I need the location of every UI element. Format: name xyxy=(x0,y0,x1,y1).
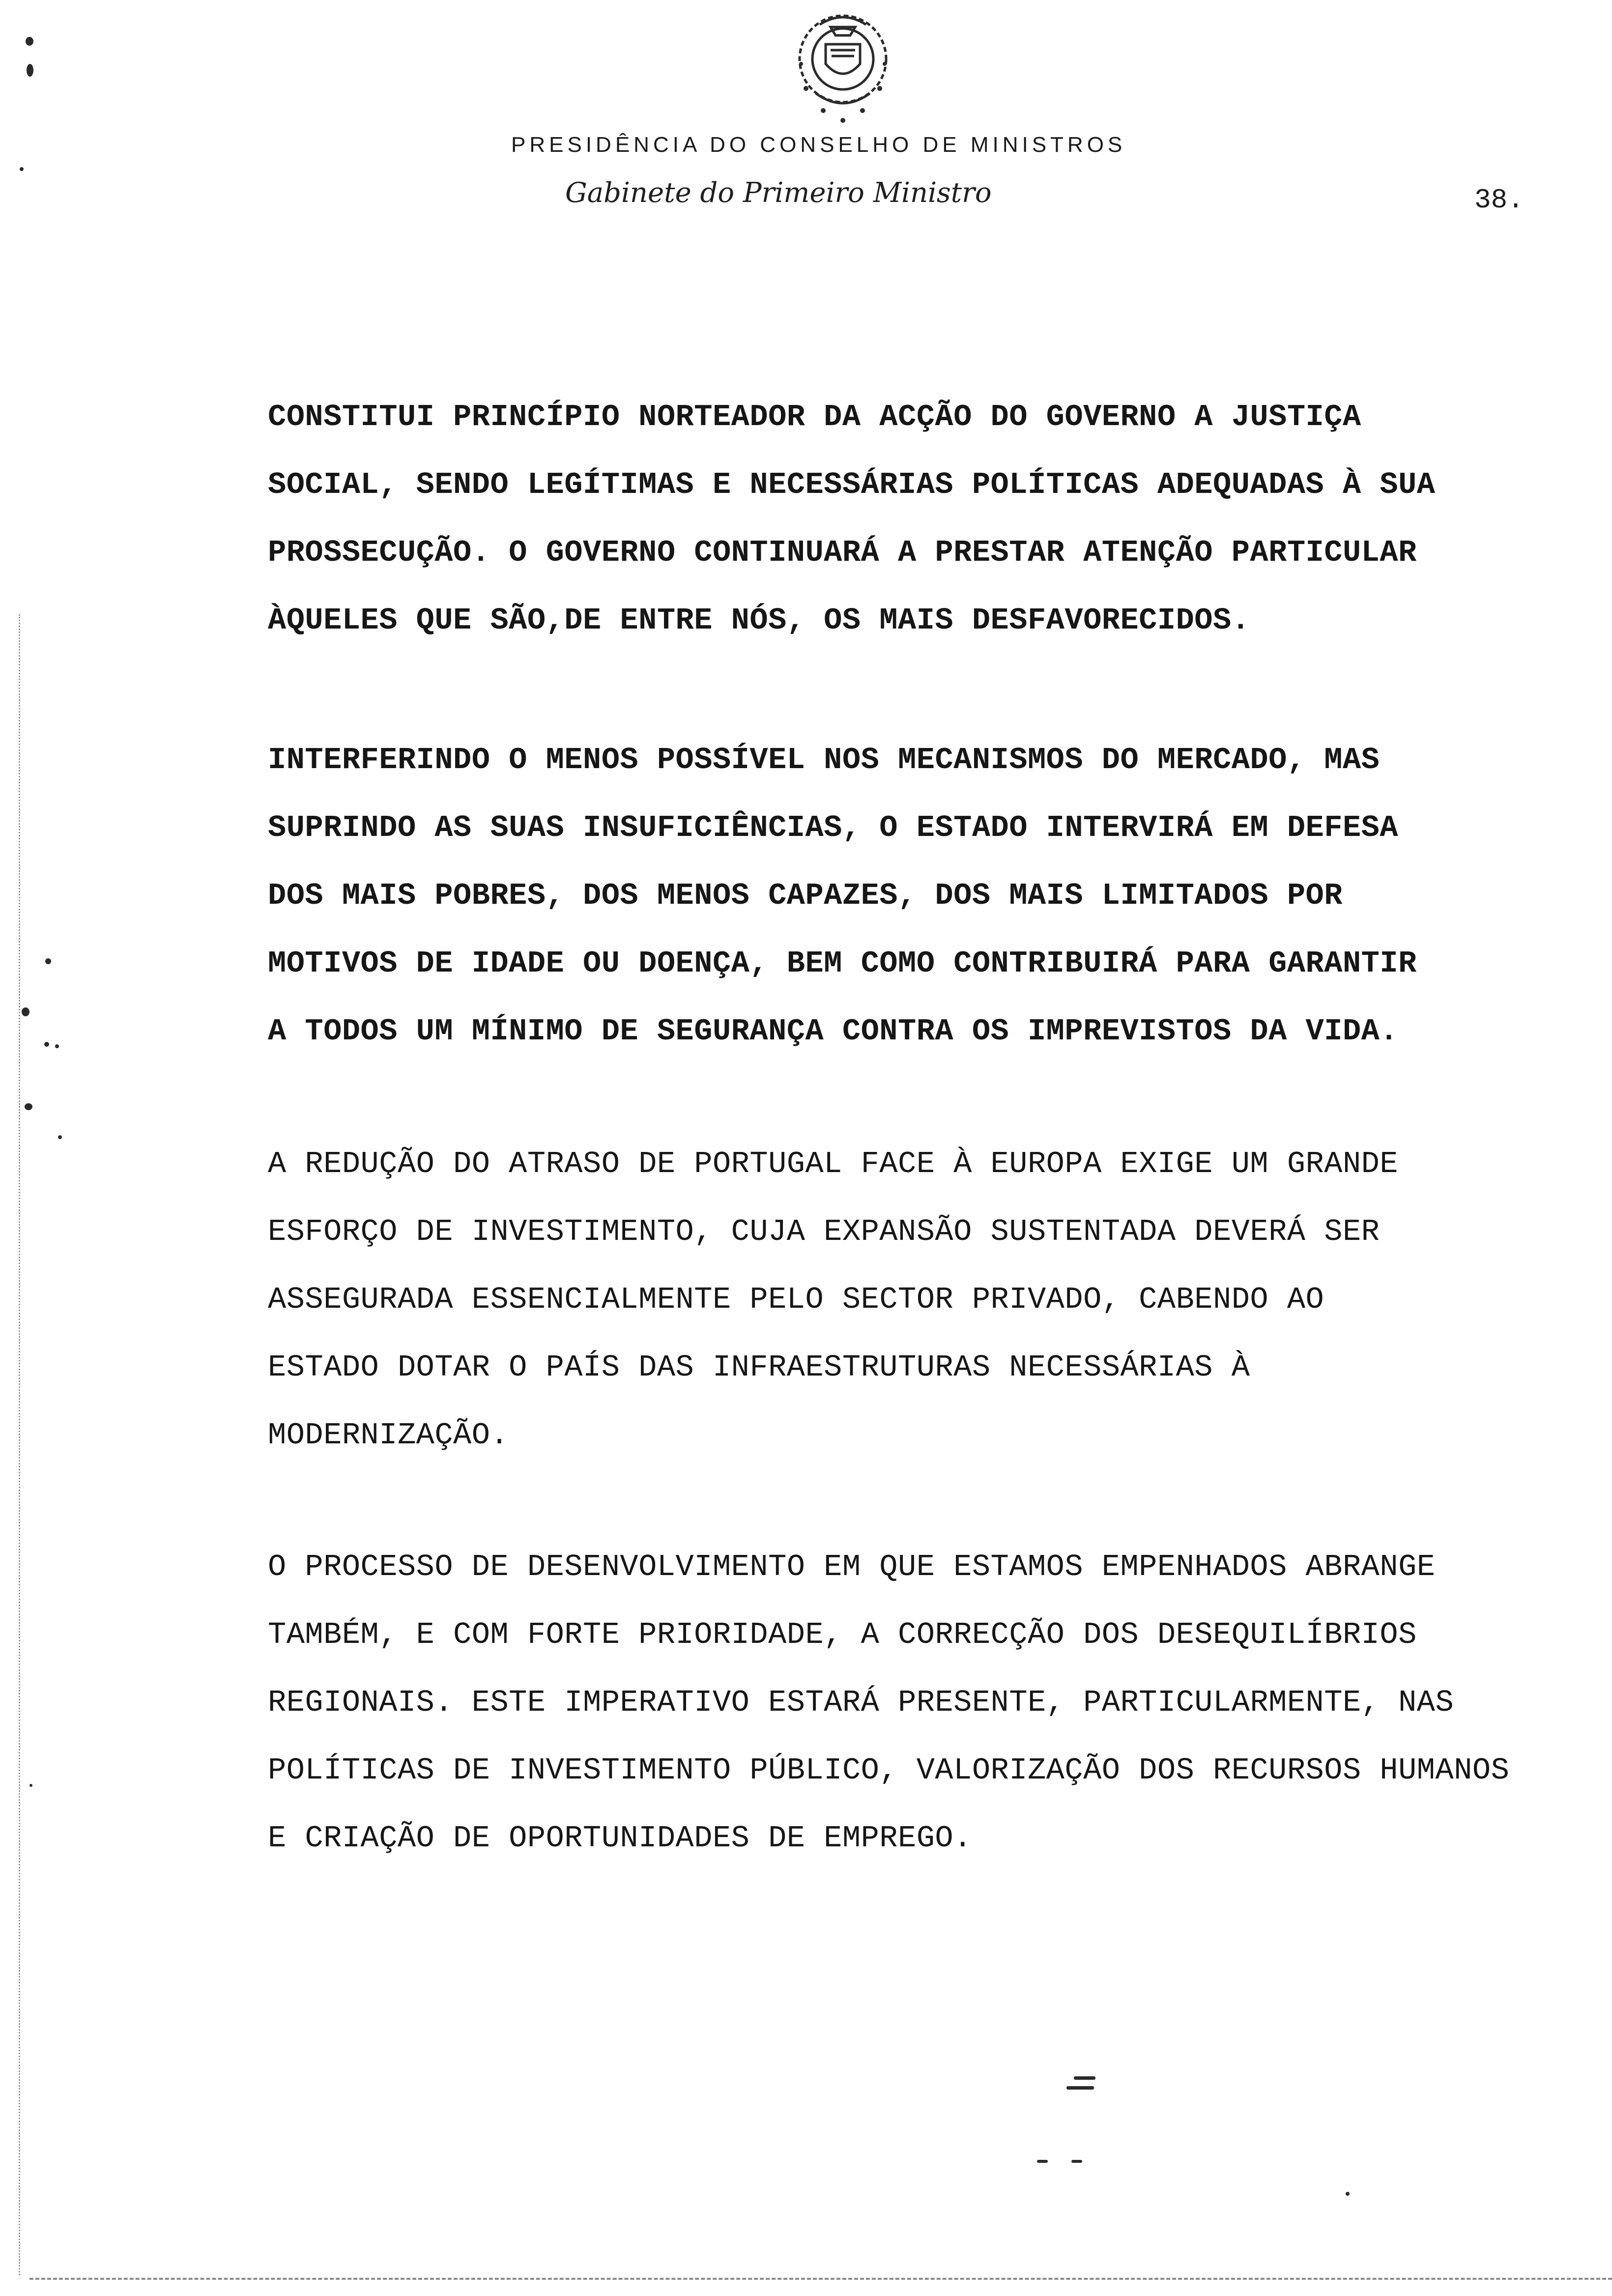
scan-speck xyxy=(25,1103,32,1110)
scan-speck xyxy=(1346,2192,1350,2196)
text-line: PROSSECUÇÃO. O GOVERNO CONTINUARÁ A PRESTAR ATENÇÃO PARTICULAR xyxy=(268,535,1417,570)
text-line: POLÍTICAS DE INVESTIMENTO PÚBLICO, VALORIZAÇÃO DOS RECURSOS HUMANOS xyxy=(268,1753,1510,1788)
text-line: ÀQUELES QUE SÃO,DE ENTRE NÓS, OS MAIS DESFAVORECIDOS. xyxy=(268,603,1250,638)
scan-speck xyxy=(29,1784,32,1787)
scan-speck xyxy=(1074,2076,1095,2080)
paragraph-2 xyxy=(268,726,1612,1065)
text-line: A REDUÇÃO DO ATRASO DE PORTUGAL FACE À EUROPA EXIGE UM GRANDE xyxy=(268,1147,1399,1181)
scan-speck xyxy=(55,1044,59,1048)
scan-speck xyxy=(44,1042,49,1047)
scan-speck xyxy=(1066,2086,1094,2090)
text-line: DOS MAIS POBRES, DOS MENOS CAPAZES, DOS MAIS LIMITADOS POR xyxy=(268,878,1343,913)
scan-speck xyxy=(45,958,51,964)
scan-speck xyxy=(1071,2160,1082,2163)
text-line: REGIONAIS. ESTE IMPERATIVO ESTARÁ PRESENTE, PARTICULARMENTE, NAS xyxy=(268,1685,1454,1720)
paragraph-4 xyxy=(268,1533,1612,1872)
coat-of-arms-icon xyxy=(777,5,909,128)
text-line: INTERFERINDO O MENOS POSSÍVEL NOS MECANISMOS DO MERCADO, MAS xyxy=(268,743,1380,777)
header-title: PRESIDÊNCIA DO CONSELHO DE MINISTROS xyxy=(511,133,1126,157)
scan-edge-artifact xyxy=(29,2278,1612,2280)
text-line: TAMBÉM, E COM FORTE PRIORIDADE, A CORRECÇÃO DOS DESEQUILÍBRIOS xyxy=(268,1617,1417,1652)
text-line: MODERNIZAÇÃO. xyxy=(268,1418,509,1453)
paragraph-3 xyxy=(268,1130,1612,1469)
scan-speck xyxy=(1037,2160,1048,2163)
text-line: SUPRINDO AS SUAS INSUFICIÊNCIAS, O ESTADO INTERVIRÁ EM DEFESA xyxy=(268,810,1399,845)
scan-speck xyxy=(26,37,33,46)
text-line: E CRIAÇÃO DE OPORTUNIDADES DE EMPREGO. xyxy=(268,1821,972,1856)
header-subtitle: Gabinete do Primeiro Ministro xyxy=(565,177,992,209)
text-line: ESTADO DOTAR O PAÍS DAS INFRAESTRUTURAS NECESSÁRIAS À xyxy=(268,1350,1250,1385)
scan-speck xyxy=(22,1007,29,1016)
text-line: A TODOS UM MÍNIMO DE SEGURANÇA CONTRA OS IMPREVISTOS DA VIDA. xyxy=(268,1014,1399,1049)
text-line: ASSEGURADA ESSENCIALMENTE PELO SECTOR PRIVADO, CABENDO AO xyxy=(268,1282,1324,1317)
text-line: O PROCESSO DE DESENVOLVIMENTO EM QUE ESTAMOS EMPENHADOS ABRANGE xyxy=(268,1550,1436,1584)
scan-speck xyxy=(58,1135,62,1139)
scan-speck xyxy=(20,167,24,171)
page-number: 38. xyxy=(1474,184,1524,216)
text-line: ESFORÇO DE INVESTIMENTO, CUJA EXPANSÃO SUSTENTADA DEVERÁ SER xyxy=(268,1214,1380,1249)
scan-speck xyxy=(27,64,33,77)
text-line: SOCIAL, SENDO LEGÍTIMAS E NECESSÁRIAS POLÍTICAS ADEQUADAS À SUA xyxy=(268,467,1436,502)
text-line: MOTIVOS DE IDADE OU DOENÇA, BEM COMO CONTRIBUIRÁ PARA GARANTIR xyxy=(268,946,1417,981)
paragraph-1 xyxy=(268,383,1612,655)
scan-margin-artifact xyxy=(19,614,20,2275)
text-line: CONSTITUI PRINCÍPIO NORTEADOR DA ACÇÃO DO GOVERNO A JUSTIÇA xyxy=(268,400,1361,434)
